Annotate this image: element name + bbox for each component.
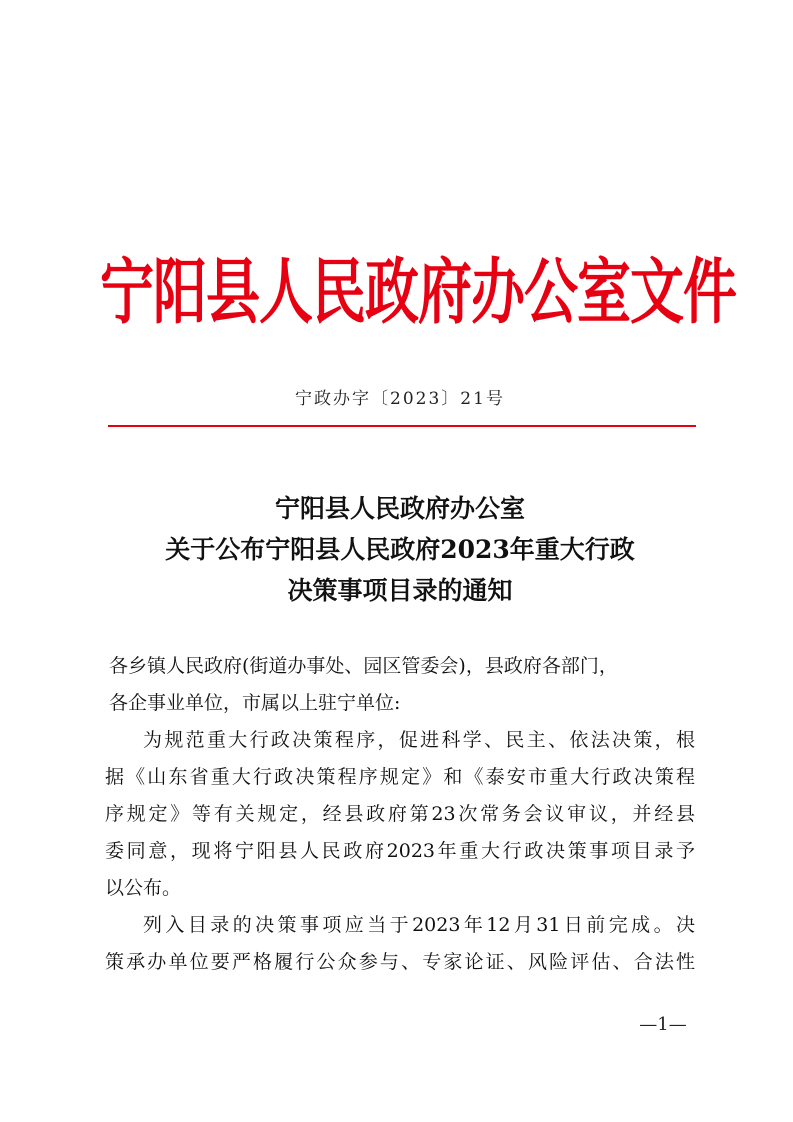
paragraph-1-line-3: 序规定》等有关规定，经县政府第23次常务会议审议，并经县	[105, 803, 695, 825]
title-line-1: 宁阳县人民政府办公室	[274, 494, 525, 523]
page-number: —1—	[639, 1014, 687, 1035]
notice-title	[100, 488, 700, 611]
recipients-line-1: 各乡镇人民政府(街道办事处、园区管委会)，县政府各部门，	[109, 655, 618, 677]
recipients-line-2: 各企事业单位，市属以上驻宁单位:	[109, 692, 401, 714]
paragraph-1-line-5: 以公布。	[105, 877, 182, 899]
masthead-title: 宁阳县人民政府办公室文件	[100, 249, 736, 334]
red-separator-line	[108, 425, 696, 427]
notice-body	[105, 648, 695, 981]
paragraph-1-line-1: 为规范重大行政决策程序，促进科学、民主、依法决策，根	[143, 729, 695, 751]
paragraph-2-line-2: 策承办单位要严格履行公众参与、专家论证、风险评估、合法性	[105, 951, 695, 973]
title-line-3: 决策事项目录的通知	[287, 576, 513, 605]
document-number: 宁政办字〔2023〕21号	[295, 389, 505, 409]
title-line-2: 关于公布宁阳县人民政府2023年重大行政	[165, 535, 635, 564]
paragraph-1-line-2: 据《山东省重大行政决策程序规定》和《泰安市重大行政决策程	[105, 766, 695, 788]
paragraph-2-line-1: 列入目录的决策事项应当于2023年12月31日前完成。决	[143, 914, 695, 936]
paragraph-1-line-4: 委同意，现将宁阳县人民政府2023年重大行政决策事项目录予	[105, 840, 695, 862]
